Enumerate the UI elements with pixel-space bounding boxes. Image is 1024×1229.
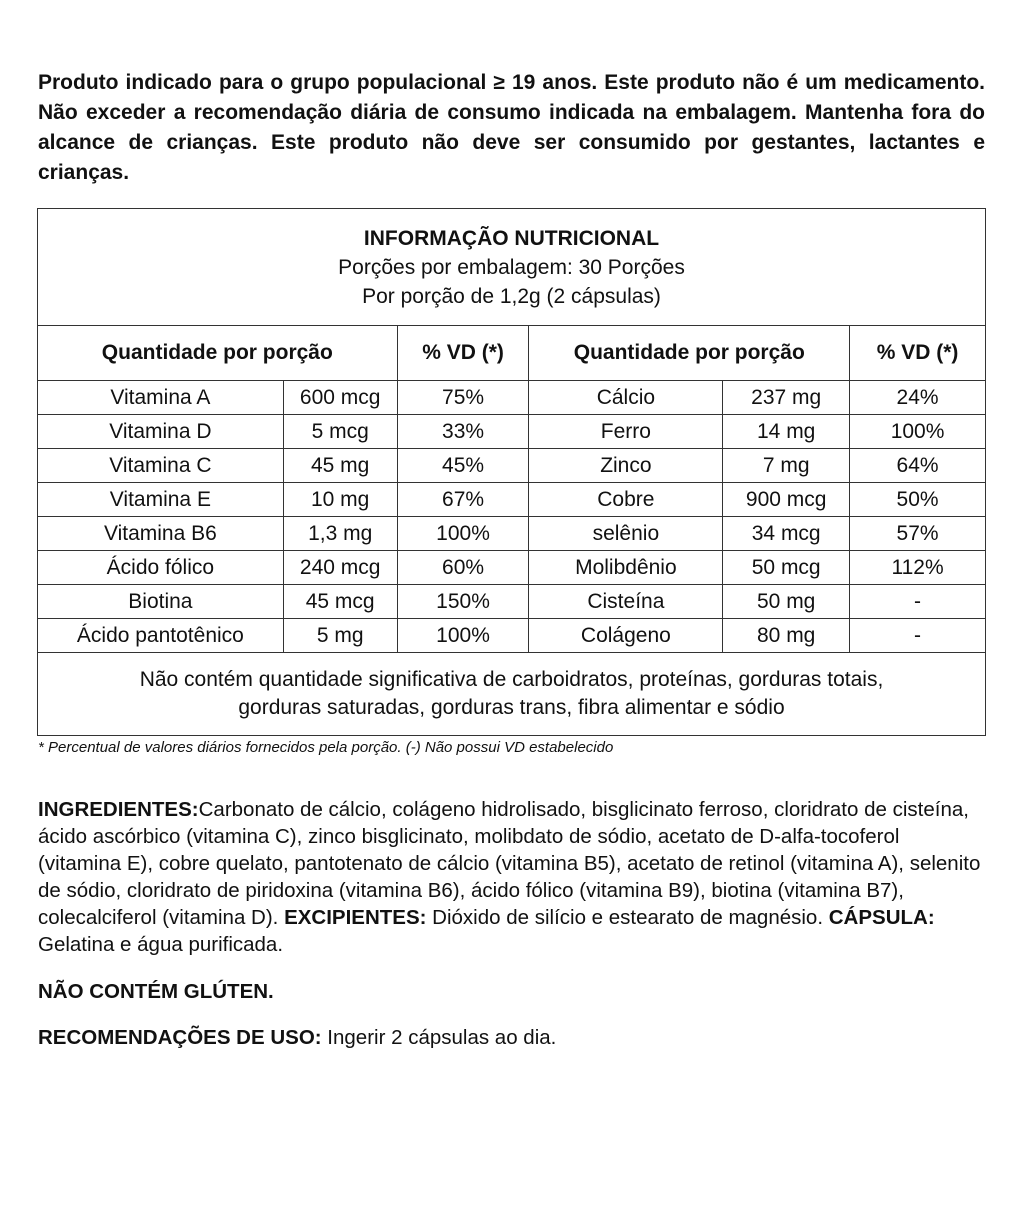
nutrient-amount: 10 mg (283, 483, 397, 517)
nutrient-amount: 80 mg (723, 619, 850, 653)
ingredients (38, 796, 988, 958)
nutrient-vd: 150% (397, 585, 529, 619)
nutrient-vd: 112% (850, 551, 986, 585)
table-row (38, 483, 986, 517)
nutrient-name: Vitamina D (38, 415, 284, 449)
nutrient-vd: 24% (850, 381, 986, 415)
nutrient-amount: 900 mcg (723, 483, 850, 517)
nutrient-vd: 45% (397, 449, 529, 483)
nutrient-vd: 100% (397, 619, 529, 653)
table-row (38, 381, 986, 415)
table-row (38, 517, 986, 551)
nutrient-vd: 50% (850, 483, 986, 517)
nutrient-amount: 50 mg (723, 585, 850, 619)
nutrient-vd: 100% (397, 517, 529, 551)
excipients-label: EXCIPIENTES: (284, 906, 427, 929)
footer-line: gorduras saturadas, gorduras trans, fibra alimentar e sódio (238, 696, 785, 719)
nutrient-vd: 57% (850, 517, 986, 551)
warning-text: Produto indicado para o grupo populacional ≥ 19 anos. Este produto não é um medicamento. Não exceder a recomendação diária de consumo indicada na embalagem. Mantenha fora do alcance de crianças. Este produto não deve ser consumido por gestantes, lactantes e crianças. (38, 71, 985, 184)
table-row (38, 551, 986, 585)
nutrient-name: Molibdênio (529, 551, 723, 585)
nutrient-vd: 100% (850, 415, 986, 449)
column-header-quantity: Quantidade por porção (38, 326, 398, 381)
footnote: * Percentual de valores diários fornecidos pela porção. (-) Não possui VD estabelecido (38, 739, 614, 756)
capsule-text: Gelatina e água purificada. (38, 933, 284, 956)
ingredients-label: INGREDIENTES: (38, 798, 199, 821)
nutrient-name: Vitamina C (38, 449, 284, 483)
serving-size: Por porção de 1,2g (2 cápsulas) (362, 284, 661, 308)
excipients-text: Dióxido de silício e estearato de magnésio. (426, 906, 829, 929)
nutrient-name: Cobre (529, 483, 723, 517)
column-header-vd: % VD (*) (850, 326, 986, 381)
nutrient-name: selênio (529, 517, 723, 551)
nutrient-amount: 34 mcg (723, 517, 850, 551)
nutrient-name: Cisteína (529, 585, 723, 619)
column-header-quantity: Quantidade por porção (529, 326, 850, 381)
nutrient-amount: 5 mg (283, 619, 397, 653)
nutrient-vd: 67% (397, 483, 529, 517)
nutrient-name: Biotina (38, 585, 284, 619)
capsule-label: CÁPSULA: (828, 906, 935, 929)
nutrient-name: Ácido fólico (38, 551, 284, 585)
nutrient-amount: 14 mg (723, 415, 850, 449)
servings-per-package: Porções por embalagem: 30 Porções (338, 255, 685, 279)
nutrient-amount: 240 mcg (283, 551, 397, 585)
nutrient-amount: 600 mcg (283, 381, 397, 415)
usage-text: Ingerir 2 cápsulas ao dia. (321, 1026, 557, 1049)
nutrient-name: Ácido pantotênico (38, 619, 284, 653)
nutrient-vd: 60% (397, 551, 529, 585)
table-row (38, 585, 986, 619)
nutrient-vd: 33% (397, 415, 529, 449)
nutrition-table (37, 208, 986, 736)
nutrient-amount: 5 mcg (283, 415, 397, 449)
column-header-vd: % VD (*) (397, 326, 529, 381)
nutrient-name: Vitamina B6 (38, 517, 284, 551)
nutrient-amount: 45 mcg (283, 585, 397, 619)
nutrient-name: Cálcio (529, 381, 723, 415)
nutrient-amount: 1,3 mg (283, 517, 397, 551)
nutrient-amount: 50 mcg (723, 551, 850, 585)
nutrient-name: Ferro (529, 415, 723, 449)
table-row (38, 415, 986, 449)
nutrient-name: Zinco (529, 449, 723, 483)
gluten-text: NÃO CONTÉM GLÚTEN. (38, 980, 274, 1003)
footer-line: Não contém quantidade significativa de carboidratos, proteínas, gorduras totais, (139, 668, 884, 691)
nutrient-amount: 7 mg (723, 449, 850, 483)
nutrient-vd: 75% (397, 381, 529, 415)
table-row (38, 619, 986, 653)
nutrient-name: Vitamina E (38, 483, 284, 517)
usage (38, 1024, 988, 1051)
nutrient-name: Colágeno (529, 619, 723, 653)
usage-label: RECOMENDAÇÕES DE USO: (38, 1026, 322, 1049)
nutrient-vd: 64% (850, 449, 986, 483)
nutrient-vd: - (850, 619, 986, 653)
table-header (38, 209, 986, 326)
nutrient-amount: 45 mg (283, 449, 397, 483)
table-title: INFORMAÇÃO NUTRICIONAL (363, 226, 660, 250)
table-footer (38, 653, 986, 736)
gluten-notice (38, 978, 988, 1005)
ingredients-text: Carbonato de cálcio, colágeno hidrolisado, bisglicinato ferroso, cloridrato de cisteína, ácido ascórbico (vitamina C), zinco bisglicinato, molibdato de sódio, acetato de D-alfa-tocoferol (vitamina E), cobre quelato, pantotenato de cálcio (vitamina B5), acetato de retinol (vitamina A), selenito de sódio, cloridrato de piridoxina (vitamina B6), ácido fólico (vitamina B9), biotina (vitamina B7), colecalciferol (vitamina D). (38, 798, 981, 929)
nutrient-amount: 237 mg (723, 381, 850, 415)
table-row (38, 449, 986, 483)
nutrient-vd: - (850, 585, 986, 619)
nutrient-name: Vitamina A (38, 381, 284, 415)
